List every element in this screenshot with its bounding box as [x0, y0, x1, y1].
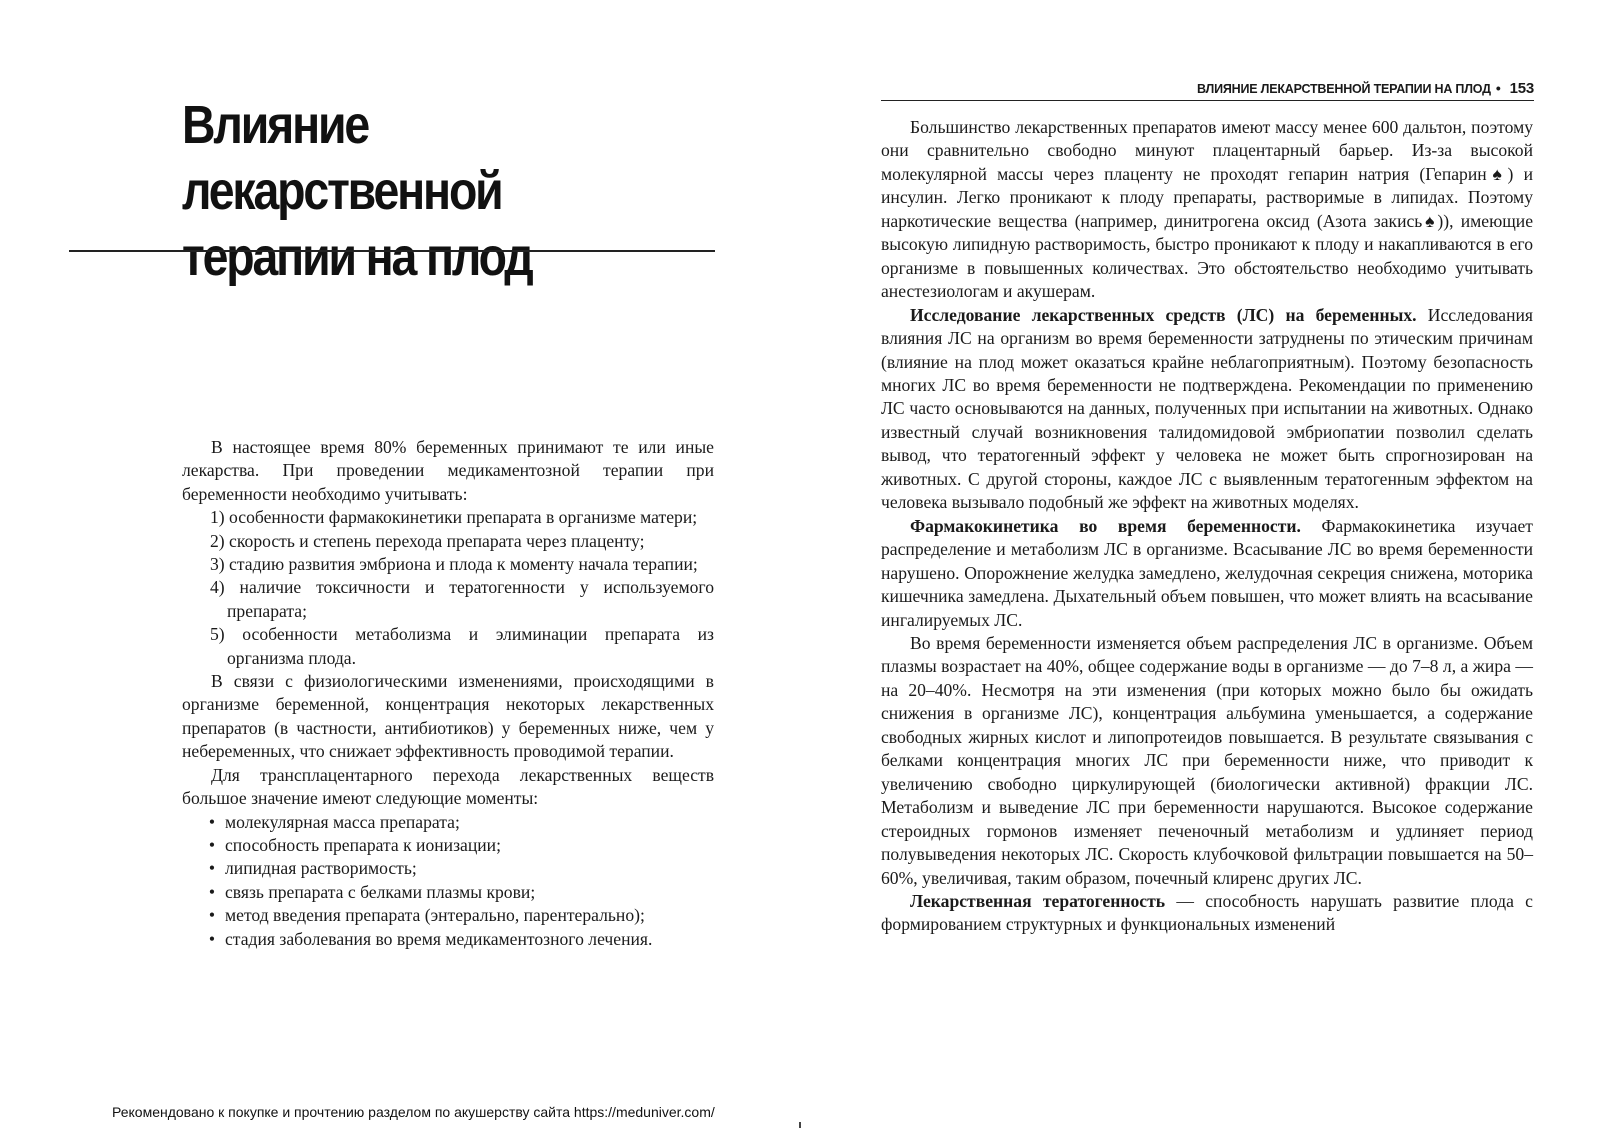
right-body-text	[881, 116, 1533, 937]
header-divider	[881, 100, 1534, 101]
list-item-text: метод введения препарата (энтерально, парентерально);	[225, 905, 645, 926]
list-item-text: стадия заболевания во время медикаментозного лечения.	[225, 928, 653, 949]
chapter-title-line-1: Влияние лекарственной	[182, 95, 502, 221]
list-item: 3) стадию развития эмбриона и плода к моменту начала терапии;	[210, 554, 698, 575]
list-item: 1) особенности фармакокинетики препарата в организме матери;	[210, 507, 698, 528]
list-item	[182, 857, 714, 880]
paragraph-text: — способность нарушать развитие плода с формированием структурных и функциональных изменений	[881, 890, 1533, 935]
list-item	[182, 904, 714, 927]
footer-recommendation: Рекомендовано к покупке и прочтению разделом по акушерству сайта https://meduniver.com/	[112, 1104, 715, 1120]
intro-paragraph: В настоящее время 80% беременных принимают те или иные лекарства. При проведении медикаментозной терапии при беременности необходимо учитывать:	[182, 437, 714, 504]
paragraph-text: Исследования влияния ЛС на организм во время беременности затруднены по этическим причинам (влияние на плод может оказаться крайне неблагоприятным). Поэтому безопасность многих ЛС во время беременности не подтверждена. Рекомендации по применению ЛС часто основываются на данных, полученных при испытании на животных. Однако известный случай возникновения талидомидовой эмбриопатии позволил сделать вывод, что тератогенный эффект у человека не может быть спрогнозирован на животных. С другой стороны, каждое ЛС с выявленным тератогенным эффектом на человека вызывало подобный же эффект на животных моделях.	[881, 304, 1533, 513]
page-gutter-mark	[799, 1122, 801, 1128]
running-head-title: ВЛИЯНИЕ ЛЕКАРСТВЕННОЙ ТЕРАПИИ НА ПЛОД	[1196, 82, 1491, 96]
bullet-icon: •	[208, 811, 216, 832]
transplacental-paragraph: Для трансплацентарного перехода лекарственных веществ большое значение имеют следующие моменты:	[182, 764, 714, 809]
title-divider	[69, 250, 715, 252]
chapter-title-line-2: терапии на плод	[182, 227, 532, 287]
list-item	[182, 811, 714, 834]
molecular-mass-paragraph: Большинство лекарственных препаратов имеют массу менее 600 дальтон, поэтому они сравнительно свободно минуют плацентарный барьер. Из-за высокой молекулярной массы через плаценту не проходят гепарин натрия (Гепарин♠) и инсулин. Легко проникают к плоду препараты, растворимые в липидах. Поэтому наркотические вещества (например, динитрогена оксид (Азота закись♠)), имеющие высокую липидную растворимость, быстро проникают к плоду и накапливаются в его организме в повышенных количествах. Это обстоятельство необходимо учитывать анестезиологам и акушерам.	[881, 117, 1533, 302]
bullet-icon: •	[208, 858, 216, 879]
separator-dot-icon: •	[1495, 80, 1501, 96]
bullet-icon: •	[208, 834, 216, 855]
page-number: 153	[1509, 80, 1534, 97]
list-item-text: молекулярная масса препарата;	[225, 811, 460, 832]
list-item	[182, 834, 714, 857]
considerations-list	[182, 506, 714, 670]
bullet-icon: •	[208, 905, 216, 926]
right-page	[800, 0, 1600, 1132]
paragraph-heading: Исследование лекарственных средств (ЛС) на беременных.	[910, 304, 1417, 325]
chapter-title	[182, 92, 664, 290]
list-item: 2) скорость и степень перехода препарата через плаценту;	[210, 530, 645, 551]
paragraph-text: Фармакокинетика изучает распределение и метаболизм ЛС в организме. Всасывание ЛС во время беременности нарушено. Опорожнение желудка замедлено, желудочная секреция снижена, моторика кишечника замедлена. Дыхательный объем повышен, что может влиять на всасывание ингалируемых ЛС.	[881, 515, 1533, 630]
running-header	[880, 79, 1534, 98]
list-item-text: липидная растворимость;	[225, 858, 417, 879]
list-item: 4) наличие токсичности и тератогенности у используемого препарата;	[210, 577, 714, 621]
left-body-text	[182, 436, 714, 951]
bullet-icon: •	[208, 928, 216, 949]
drug-research-paragraph	[881, 304, 1533, 515]
paragraph-heading: Фармакокинетика во время беременности.	[910, 515, 1301, 536]
paragraph-heading: Лекарственная тератогенность	[910, 890, 1166, 911]
list-item	[182, 928, 714, 951]
physiology-paragraph: В связи с физиологическими изменениями, происходящими в организме беременной, концентрация некоторых лекарственных препаратов (в частности, антибиотиков) у беременных ниже, чем у небеременных, что снижает эффективность проводимой терапии.	[182, 671, 714, 762]
list-item: 5) особенности метаболизма и элиминации препарата из организма плода.	[210, 624, 714, 668]
list-item-text: способность препарата к ионизации;	[225, 834, 501, 855]
teratogenicity-paragraph	[881, 890, 1533, 937]
list-item-text: связь препарата с белками плазмы крови;	[225, 881, 536, 902]
distribution-paragraph: Во время беременности изменяется объем распределения ЛС в организме. Объем плазмы возрастает на 40%, общее содержание воды в организме — до 7–8 л, а жира — на 20–40%. Несмотря на эти изменения (при которых можно было бы ожидать снижения в организме ЛС), концентрация альбумина уменьшается, а содержание свободных жирных кислот и липопротеидов повышается. В результате связывания с белками концентрация многих ЛС при беременности ниже, что приводит к увеличению свободно циркулирующей (биологически активной) фракции ЛС. Метаболизм и выведение ЛС при беременности нарушаются. Высокое содержание стероидных гормонов изменяет печеночный метаболизм и удлиняет период полувыведения некоторых ЛС. Скорость клубочковой фильтрации повышается на 50–60%, увеличивая, таким образом, почечный клиренс других ЛС.	[881, 632, 1533, 888]
bullet-icon: •	[208, 881, 216, 902]
factors-list	[182, 811, 714, 951]
pharmacokinetics-paragraph	[881, 515, 1533, 632]
list-item	[182, 881, 714, 904]
